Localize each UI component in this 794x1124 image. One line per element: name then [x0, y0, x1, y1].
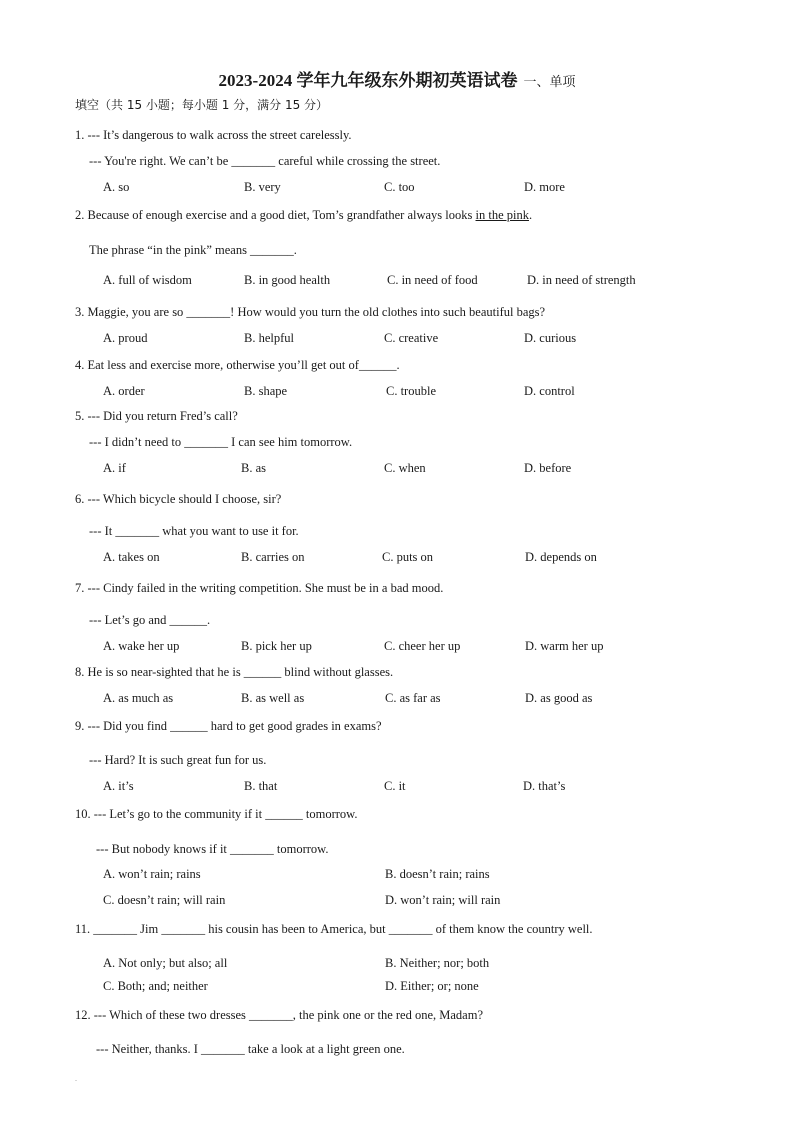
question-7-option-c: C. cheer her up: [384, 639, 461, 653]
question-11-option-b: B. Neither; nor; both: [385, 956, 490, 970]
question-9-option-d: D. that’s: [523, 779, 566, 793]
question-11-option-a: A. Not only; but also; all: [103, 956, 228, 970]
question-7-option-b: B. pick her up: [241, 639, 312, 653]
question-9-stem: 9. --- Did you find ______ hard to get good grades in exams?: [75, 719, 382, 733]
question-5-option-a: A. if: [103, 461, 126, 475]
question-4-option-c: C. trouble: [386, 384, 436, 398]
question-2-stem-after: .: [528, 208, 533, 222]
question-9-option-c: C. it: [384, 779, 406, 793]
question-4-stem: 4. Eat less and exercise more, otherwise you’ll get out of______.: [75, 358, 400, 372]
question-4-option-a: A. order: [103, 384, 145, 398]
question-8-option-d: D. as good as: [525, 691, 593, 705]
question-2-stem-before: 2. Because of enough exercise and a good diet, Tom’s grandfather always looks: [75, 208, 476, 222]
question-8-option-a: A. as much as: [103, 691, 174, 705]
question-1-stem: 1. --- It’s dangerous to walk across the street carelessly.: [75, 128, 352, 142]
question-5-stem: 5. --- Did you return Fred’s call?: [75, 409, 238, 423]
exam-title-main: 2023-2024 学年九年级东外期初英语试卷: [218, 71, 518, 90]
question-5-stem2: --- I didn’t need to _______ I can see him tomorrow.: [89, 435, 353, 449]
question-1-option-d: D. more: [524, 180, 565, 194]
question-7-stem2: --- Let’s go and ______.: [89, 613, 211, 627]
question-10-stem: 10. --- Let’s go to the community if it ______ tomorrow.: [75, 807, 358, 821]
question-2-option-d: D. in need of strength: [527, 273, 636, 287]
question-7-option-d: D. warm her up: [525, 639, 604, 653]
question-9-option-b: B. that: [244, 779, 278, 793]
question-11-option-d: D. Either; or; none: [385, 979, 479, 993]
question-1-stem2: --- You're right. We can’t be _______ careful while crossing the street.: [89, 154, 441, 168]
question-1-option-c: C. too: [384, 180, 415, 194]
question-4-option-d: D. control: [524, 384, 575, 398]
question-7-option-a: A. wake her up: [103, 639, 180, 653]
question-10-option-c: C. doesn’t rain; will rain: [103, 893, 226, 907]
question-2-underlined-phrase: in the pink: [475, 208, 529, 222]
question-6-stem: 6. --- Which bicycle should I choose, sir?: [75, 492, 282, 506]
question-5-option-d: D. before: [524, 461, 572, 475]
question-5-option-b: B. as: [241, 461, 266, 475]
question-11-stem: 11. _______ Jim _______ his cousin has been to America, but _______ of them know the country well.: [75, 922, 593, 936]
question-2-option-b: B. in good health: [244, 273, 331, 287]
question-10-option-b: B. doesn’t rain; rains: [385, 867, 490, 881]
question-8-option-b: B. as well as: [241, 691, 305, 705]
question-10-option-a: A. won’t rain; rains: [103, 867, 201, 881]
question-8-option-c: C. as far as: [385, 691, 441, 705]
exam-title: [0, 66, 794, 91]
question-6-option-b: B. carries on: [241, 550, 305, 564]
question-8-stem: 8. He is so near-sighted that he is ______ blind without glasses.: [75, 665, 394, 679]
question-4-option-b: B. shape: [244, 384, 288, 398]
section-label: 一、单项: [523, 75, 576, 90]
question-6-option-c: C. puts on: [382, 550, 434, 564]
question-3-option-c: C. creative: [384, 331, 439, 345]
question-3-option-d: D. curious: [524, 331, 577, 345]
question-5-option-c: C. when: [384, 461, 426, 475]
section-intro: 填空（共 15 小题；每小题 1 分，满分 15 分）: [75, 98, 329, 112]
question-10-option-d: D. won’t rain; will rain: [385, 893, 501, 907]
page-mark: .: [75, 1074, 77, 1083]
question-9-stem2: --- Hard? It is such great fun for us.: [89, 753, 267, 767]
question-2-option-c: C. in need of food: [387, 273, 478, 287]
question-3-stem: 3. Maggie, you are so _______! How would you turn the old clothes into such beautiful bags?: [75, 305, 546, 319]
question-11-option-c: C. Both; and; neither: [103, 979, 208, 993]
question-3-option-b: B. helpful: [244, 331, 294, 345]
question-9-option-a: A. it’s: [103, 779, 134, 793]
question-12-stem2: --- Neither, thanks. I _______ take a look at a light green one.: [96, 1042, 405, 1056]
question-10-stem2: --- But nobody knows if it _______ tomorrow.: [96, 842, 329, 856]
question-1-option-b: B. very: [244, 180, 281, 194]
question-6-option-d: D. depends on: [525, 550, 597, 564]
question-3-option-a: A. proud: [103, 331, 148, 345]
question-2-option-a: A. full of wisdom: [103, 273, 192, 287]
question-12-stem: 12. --- Which of these two dresses _______, the pink one or the red one, Madam?: [75, 1008, 483, 1022]
question-6-stem2: --- It _______ what you want to use it for.: [89, 524, 299, 538]
question-2-stem: [75, 207, 532, 223]
question-7-stem: 7. --- Cindy failed in the writing competition. She must be in a bad mood.: [75, 581, 444, 595]
question-2-stem2: The phrase “in the pink” means _______.: [89, 243, 297, 257]
question-6-option-a: A. takes on: [103, 550, 160, 564]
question-1-option-a: A. so: [103, 180, 130, 194]
